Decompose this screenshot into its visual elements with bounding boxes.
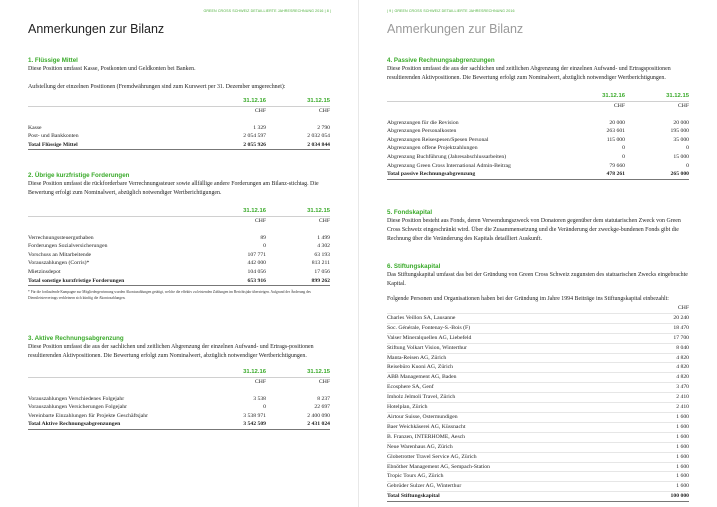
donor-name: Valser Mineralquellen AG, Liebefeld [387, 333, 643, 343]
donor-amount: 3 470 [643, 383, 689, 393]
section-fluessige-mittel [28, 57, 330, 150]
donor-amount: 1 600 [643, 472, 689, 482]
donor-name: Reisebüro Kuoni AG, Zürich [387, 363, 643, 373]
table-row [387, 162, 689, 171]
currency-label: CHF [677, 102, 689, 109]
column-header: 31.12.16 [202, 97, 266, 106]
section-heading: 1. Flüssige Mittel [28, 57, 78, 64]
total-2016: 653 916 [202, 277, 266, 286]
table-row [387, 127, 689, 136]
section-stiftungskapital [387, 263, 689, 502]
donor-name: B. Franzen, INTERHOME, Aesch [387, 432, 643, 442]
value-2016: 115 000 [606, 136, 625, 143]
donor-amount: 1 600 [643, 432, 689, 442]
donor-amount: 2 410 [643, 403, 689, 413]
donor-amount: 4 820 [643, 353, 689, 363]
value-2016: 3 538 [253, 395, 266, 402]
donor-amount: 1 600 [643, 442, 689, 452]
table-row [387, 383, 689, 393]
column-header: 31.12.15 [266, 97, 330, 106]
section-text: Diese Position umfasst Kasse, Postkonten und Geldkonten bei Banken. [28, 66, 196, 72]
value-2015: 17 056 [314, 268, 330, 275]
section-text: Diese Position umfasst die aus der sachlichen und zeitlichen Abgrenzung der einzelnen Aufwand- und Ertragspositionen resultierenden Aktivpositionen. Die Bewertung erfolgt zum Nominalwert, abzüglich notwendiger Wertberichtigungen. [387, 66, 671, 81]
footnote: * Für die fortlaufende Kampagne zur Mitgliedergewinnung wurden Akontozahlungen getätigt, welche die effektiv zu leistenden Zahlungen im Berichtsjahr übersteigen. Aufgrund der Änderung des Dienstleistervertrags verkleinern sich künftig die Akontozahlungen. [28, 290, 311, 301]
value-2016: 0 [263, 404, 266, 411]
running-head: GREEN CROSS SCHWEIZ DETAILLIERTE JAHRESRECHNUNG 2016 | 8 | [203, 9, 331, 13]
table-row [28, 403, 330, 412]
section-text: Das Stiftungskapital umfasst das bei der Gründung von Green Cross Schweiz zugunsten des statuarischen Zwecks eingebrachte Kapital. [387, 272, 688, 287]
total-2015: 2 034 844 [266, 141, 330, 150]
currency-label: CHF [254, 107, 266, 114]
donor-name: Globetrotter Travel Service AG, Zürich [387, 452, 643, 462]
value-2016: 107 771 [247, 251, 266, 258]
value-2016: 89 [260, 234, 266, 241]
total-label: Total Flüssige Mittel [28, 141, 202, 150]
table-row [387, 452, 689, 462]
currency-label: CHF [254, 217, 266, 224]
page-9 [358, 0, 717, 507]
value-2016: 1 329 [253, 124, 266, 131]
donor-amount: 1 600 [643, 452, 689, 462]
page-title: Anmerkungen zur Bilanz [28, 22, 165, 36]
value-2015: 2 790 [317, 124, 330, 131]
table-row [387, 462, 689, 472]
total-2015: 2 431 024 [266, 420, 330, 429]
row-label: Forderungen Sozialversicherungen [28, 243, 108, 250]
total-label: Total passive Rechnungsabgrenzung [387, 170, 561, 179]
section-uebrige-forderungen [28, 172, 330, 301]
table-row [28, 132, 330, 141]
value-2016: 442 000 [247, 260, 266, 267]
value-2016: 263 601 [606, 128, 625, 135]
value-2015: 15 000 [673, 153, 689, 160]
donor-amount: 4 820 [643, 373, 689, 383]
currency-label: CHF [318, 378, 330, 385]
section-heading: 4. Passive Rechnungsabgrenzungen [387, 57, 495, 64]
table-row [387, 432, 689, 442]
total-amount: 100 000 [643, 492, 689, 502]
value-2015: 2 400 090 [307, 412, 330, 419]
donor-amount: 8 040 [643, 343, 689, 353]
table-row [28, 268, 330, 277]
donor-amount: 18 470 [643, 323, 689, 333]
currency-label: CHF [254, 378, 266, 385]
donor-name: Neue Warenhaus AG, Zürich [387, 442, 643, 452]
total-row [28, 420, 330, 429]
table-row [387, 136, 689, 145]
table-row [28, 234, 330, 243]
value-2016: 104 056 [247, 268, 266, 275]
total-row [28, 141, 330, 150]
value-2015: 2 032 054 [307, 133, 330, 140]
total-row [387, 170, 689, 179]
donor-amount: 1 600 [643, 412, 689, 422]
total-2016: 3 542 509 [202, 420, 266, 429]
donor-amount: 1 600 [643, 462, 689, 472]
value-2015: 20 000 [673, 119, 689, 126]
total-2016: 478 261 [561, 170, 625, 179]
donor-name: Soc. Générale, Fontenay-S.-Bois (F) [387, 323, 643, 333]
column-header: 31.12.15 [625, 92, 689, 101]
value-2016: 79 660 [609, 162, 625, 169]
donor-name: Stiftung Volkart Vision, Winterthur [387, 343, 643, 353]
donor-amount: 20 240 [643, 313, 689, 323]
total-2015: 899 262 [266, 277, 330, 286]
table-row [28, 259, 330, 268]
donor-amount: 1 600 [643, 422, 689, 432]
row-label: Verrechnungssteuerguthaben [28, 234, 94, 241]
total-row [28, 277, 330, 286]
donor-name: Baer Weichkäserei AG, Küssnacht [387, 422, 643, 432]
value-2015: 813 211 [311, 260, 330, 267]
value-2015: 8 237 [317, 395, 330, 402]
donor-name: ABB Management AG, Baden [387, 373, 643, 383]
table-row [387, 323, 689, 333]
section-text: Diese Position umfasst die aus der sachlichen und zeitlichen Abgrenzung der einzelnen Aufwand- und Ertrags-positionen resultierenden Aktivpositionen. Die Bewertung erfolgt zum Nominalwert, abzüglich notwendiger Wertberichtigungen. [28, 344, 314, 359]
value-2016: 3 538 971 [243, 412, 266, 419]
section-text-2: Aufstellung der einzelnen Positionen (Fremdwährungen sind zum Kurswert per 31. Dezember umgerechnet): [28, 84, 286, 90]
table-row [387, 472, 689, 482]
donor-amount: 1 600 [643, 482, 689, 492]
total-2016: 2 055 926 [202, 141, 266, 150]
value-2016: 0 [263, 243, 266, 250]
donor-name: Gebrüder Sulzer AG, Winterthur [387, 482, 643, 492]
value-2015: 0 [686, 162, 689, 169]
table-row [387, 333, 689, 343]
row-label: Abgrenzungen für die Revision [387, 119, 459, 126]
table-row [387, 442, 689, 452]
page-8 [0, 0, 358, 507]
table-row [387, 313, 689, 323]
section-text-2: Folgende Personen und Organisationen haben bei der Gründung im Jahre 1994 Beiträge ins Stiftungskapital einbezahlt: [387, 296, 669, 302]
section-heading: 2. Übrige kurzfristige Forderungen [28, 172, 130, 179]
table-row [28, 251, 330, 260]
value-2015: 4 302 [317, 243, 330, 250]
table-row [387, 412, 689, 422]
table-row [387, 119, 689, 128]
row-label: Abgrenzungen Reisespesen/Spesen Personal [387, 136, 489, 143]
value-2015: 195 000 [670, 128, 689, 135]
donor-amount: 2 410 [643, 393, 689, 403]
table-row [28, 124, 330, 133]
row-label: Vorauszahlungen (Corris)* [28, 260, 90, 267]
table-row [387, 343, 689, 353]
row-label: Abgrenzungen offene Projektzahlungen [387, 145, 478, 152]
table-row [387, 353, 689, 363]
value-2015: 22 697 [314, 404, 330, 411]
running-head: | 9 | GREEN CROSS SCHWEIZ DETAILLIERTE JAHRESRECHNUNG 2016 [387, 9, 515, 13]
donor-amount: 17 700 [643, 333, 689, 343]
currency-label: CHF [318, 217, 330, 224]
total-row [387, 492, 689, 502]
section-heading: 6. Stiftungskapital [387, 263, 441, 270]
table-row [28, 242, 330, 251]
donor-name: Tropic Tours AG, Zürich [387, 472, 643, 482]
currency-label: CHF [643, 304, 689, 313]
table-row [387, 393, 689, 403]
total-2015: 265 000 [625, 170, 689, 179]
row-label: Vorschuss an Mitarbeitende [28, 251, 92, 258]
table-row [387, 373, 689, 383]
table-row [387, 482, 689, 492]
table-passive-rechnungsabgrenzungen [387, 92, 689, 180]
currency-label: CHF [318, 107, 330, 114]
table-row [387, 153, 689, 162]
donor-name: Airtour Suisse, Ostermundigen [387, 412, 643, 422]
donor-name: Hotelplan, Zürich [387, 403, 643, 413]
row-label: Vereinbarte Einzahlungen für Projekte Geschäftsjahr [28, 412, 149, 419]
row-label: Vorauszahlungen Versicherungen Folgejahr [28, 404, 127, 411]
donor-name: Ecosphere SA, Genf [387, 383, 643, 393]
donor-name: Charles Veillon SA, Lausanne [387, 313, 643, 323]
column-header: 31.12.15 [266, 207, 330, 216]
section-heading: 5. Fondskapital [387, 209, 433, 216]
column-header: 31.12.16 [202, 368, 266, 377]
donor-name: Manta-Reisen AG, Zürich [387, 353, 643, 363]
value-2016: 0 [622, 153, 625, 160]
row-label: Kasse [28, 124, 42, 131]
table-fluessige-mittel [28, 97, 330, 150]
section-fondskapital [387, 209, 689, 244]
column-header: 31.12.16 [561, 92, 625, 101]
donor-amount: 4 820 [643, 363, 689, 373]
value-2015: 0 [686, 145, 689, 152]
total-label: Total Stiftungskapital [387, 492, 643, 502]
total-label: Total Aktive Rechnungsabgrenzungen [28, 420, 202, 429]
table-stiftungskapital [387, 304, 689, 502]
row-label: Vorauszahlungen Verschiedenes Folgejahr [28, 395, 125, 402]
section-passive-rechnungsabgrenzungen [387, 57, 689, 180]
value-2015: 63 193 [314, 251, 330, 258]
value-2015: 35 000 [673, 136, 689, 143]
total-label: Total sonstige kurzfristige Forderungen [28, 277, 202, 286]
value-2015: 1 499 [317, 234, 330, 241]
table-row [387, 403, 689, 413]
row-label: Abgrenzung Buchführung (Jahresabschlussarbeiten) [387, 153, 507, 160]
currency-label: CHF [613, 102, 625, 109]
section-text: Diese Position umfasst die rückforderbare Verrechnungssteuer sowie allfällige andere Forderungen am Bilanz-stichtag. Die Bewertung erfolgt zum Nominalwert, abzüglich notwendiger Wertberichtigungen. [28, 181, 319, 196]
table-row [28, 412, 330, 421]
table-row [387, 422, 689, 432]
row-label: Abgrenzung Green Cross International Admin-Beitrag [387, 162, 511, 169]
table-aktive-rechnungsabgrenzung [28, 368, 330, 430]
value-2016: 20 000 [609, 119, 625, 126]
table-row [387, 144, 689, 153]
row-label: Abgrenzungen Personalkosten [387, 128, 457, 135]
table-row [28, 395, 330, 404]
section-heading: 3. Aktive Rechnungsabgrenzung [28, 335, 124, 342]
donor-name: Ebnöther Management AG, Sempach-Station [387, 462, 643, 472]
section-aktive-rechnungsabgrenzung [28, 335, 330, 430]
column-header: 31.12.16 [202, 207, 266, 216]
row-label: Mietzinsdepot [28, 268, 61, 275]
table-uebrige-forderungen [28, 207, 330, 286]
page-title: Anmerkungen zur Bilanz [387, 22, 524, 36]
section-text: Diese Position besteht aus Fonds, deren Verwendungszweck von Donatoren gegenüber dem statutarischen Zweck von Green Cross Schweiz eingeschränkt wird. Über die Zusammensetzung und die Veränderung der zweckge-bundenen Fonds gibt die Rechnung über die Veränderung des Kapitals detailliert Auskunft. [387, 218, 681, 242]
value-2016: 0 [622, 145, 625, 152]
column-header: 31.12.15 [266, 368, 330, 377]
table-row [387, 363, 689, 373]
value-2016: 2 054 597 [243, 133, 266, 140]
donor-name: Imholz Jelmoli Travel, Zürich [387, 393, 643, 403]
row-label: Post- und Bankkonten [28, 133, 79, 140]
